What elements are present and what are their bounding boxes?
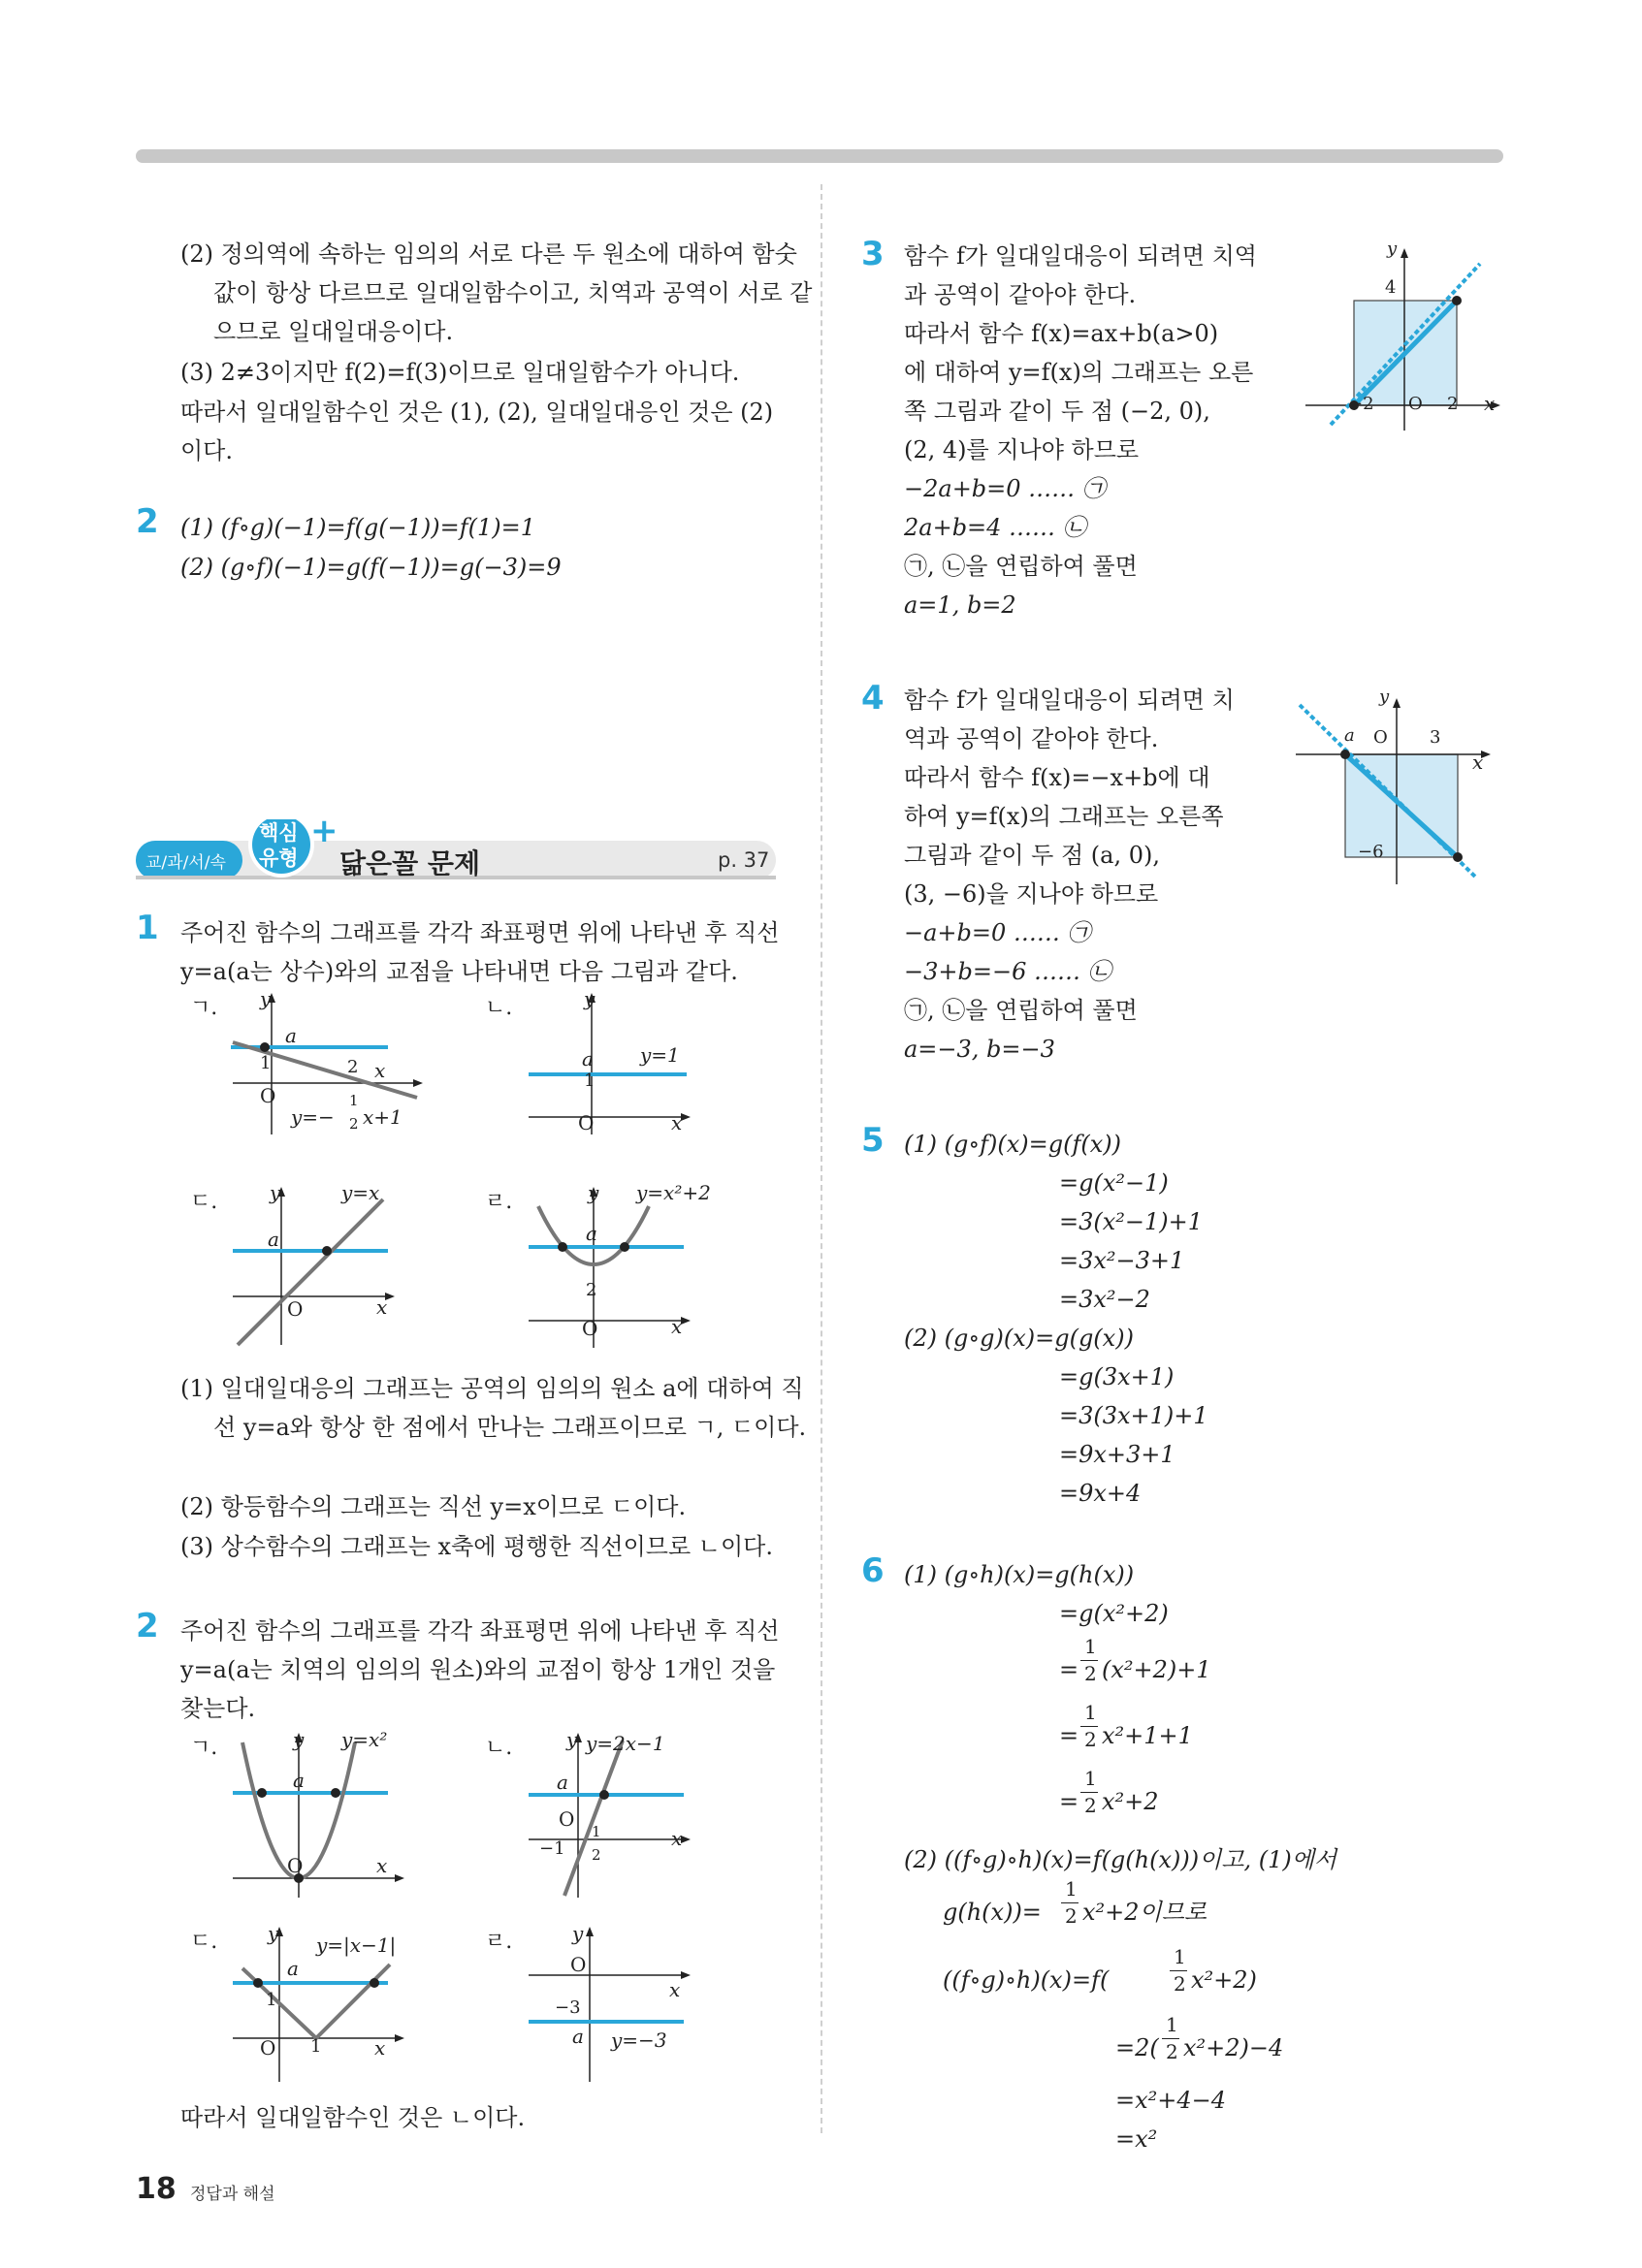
q3-line: −2a+b=0 …… ㉠ xyxy=(904,475,1106,502)
section-title: 닮은꼴 문제 xyxy=(339,847,480,879)
q2-g2-origin: O xyxy=(559,1807,575,1831)
q2-graph-2 xyxy=(524,1731,698,1901)
q6-line-11: =x² xyxy=(1115,2125,1158,2153)
q6-f8-post: x²+2) xyxy=(1191,1966,1257,1994)
q1-g3-origin: O xyxy=(287,1297,304,1321)
q2-number: 2 xyxy=(136,1607,159,1645)
q1-g1-eq-pre: y=− xyxy=(291,1105,335,1129)
q2-g1-origin: O xyxy=(287,1854,304,1877)
q6-f3-num: 1 xyxy=(1084,1635,1097,1658)
q1-graph-3 xyxy=(223,1185,427,1350)
q4-graph-x: x xyxy=(1472,751,1484,774)
q3-line: 2a+b=4 …… ㉡ xyxy=(904,514,1086,541)
q1-g2-one: 1 xyxy=(584,1070,596,1091)
q2-g3-one: 1 xyxy=(266,1990,277,2010)
q2-g2-x: x xyxy=(671,1827,683,1850)
q2-g3-y: y xyxy=(268,1922,279,1945)
q2-g2-half-den: 2 xyxy=(592,1846,601,1864)
q1-g1-eq-den: 2 xyxy=(349,1115,359,1133)
q1-g1-eq-num: 1 xyxy=(349,1092,359,1109)
q5-line: =3(3x+1)+1 xyxy=(1059,1402,1208,1429)
q2-g4-origin: O xyxy=(570,1953,587,1976)
q5-line: =3x²−2 xyxy=(1059,1286,1150,1313)
q5-line: =9x+3+1 xyxy=(1059,1441,1175,1468)
q1-label-2: ㄴ. xyxy=(485,996,513,1020)
q3-graph-minus2: −2 xyxy=(1348,394,1374,414)
q6-line-10: =x²+4−4 xyxy=(1115,2087,1227,2114)
q3-graph-four: 4 xyxy=(1385,277,1397,298)
q1-g3-eq: y=x xyxy=(341,1181,380,1204)
section-plus: + xyxy=(310,812,338,850)
q6-f9-den: 2 xyxy=(1166,2040,1178,2063)
q3-line: 따라서 함수 f(x)=ax+b(a>0) xyxy=(904,320,1219,347)
q1-label-4: ㄹ. xyxy=(485,1190,513,1214)
q6-line-6: (2) ((f∘g)∘h)(x)=f(g(h(x)))이고, (1)에서 xyxy=(904,1846,1337,1873)
q1-g1-a: a xyxy=(285,1024,297,1047)
q4-text xyxy=(904,681,1235,1069)
fraction-bar xyxy=(1080,1792,1098,1793)
q1-g2-a: a xyxy=(582,1047,594,1070)
q6-f4-post: x²+1+1 xyxy=(1102,1722,1193,1749)
q3-text xyxy=(904,237,1257,624)
q3-line: ㉠, ㉡을 연립하여 풀면 xyxy=(904,553,1138,580)
q1-g1-eq-post: x+1 xyxy=(363,1105,402,1129)
q1-g1-two: 2 xyxy=(347,1057,359,1077)
section-badge-bottom: 유형 xyxy=(259,847,299,870)
q4-line: −3+b=−6 …… ㉡ xyxy=(904,958,1111,985)
q2-g4-x: x xyxy=(669,1978,681,2001)
q6-f4-num: 1 xyxy=(1084,1701,1097,1724)
problem-2-line-1: (1) (f∘g)(−1)=f(g(−1))=f(1)=1 xyxy=(180,514,536,541)
q1-g3-a: a xyxy=(268,1228,279,1251)
q3-line: 함수 f가 일대일대응이 되려면 치역 xyxy=(904,242,1257,270)
q6-f3-den: 2 xyxy=(1084,1662,1097,1685)
q4-line: −a+b=0 …… ㉠ xyxy=(904,919,1091,946)
q3-line: 에 대하여 y=f(x)의 그래프는 오른 xyxy=(904,359,1254,386)
q6-f9-num: 1 xyxy=(1166,2013,1178,2036)
q5-line: (2) (g∘g)(x)=g(g(x)) xyxy=(904,1325,1134,1352)
q6-f7-num: 1 xyxy=(1065,1877,1078,1901)
page-number: 18 xyxy=(136,2172,177,2206)
q1-g4-a: a xyxy=(586,1222,597,1245)
q1-g4-two: 2 xyxy=(586,1280,597,1300)
q3-line: a=1, b=2 xyxy=(904,591,1016,619)
q1-g2-origin: O xyxy=(578,1111,595,1134)
q4-line: 역과 공역이 같아야 한다. xyxy=(904,725,1159,752)
cont-item-2: (2) 정의역에 속하는 임의의 서로 다른 두 원소에 대하여 함숫값이 항상 다르므로 일대일함수이고, 치역과 공역이 서로 같으므로 일대일대응이다. xyxy=(180,240,813,345)
q2-g1-eq: y=x² xyxy=(341,1728,388,1751)
q5-line: (1) (g∘f)(x)=g(f(x)) xyxy=(904,1131,1121,1158)
cont-item-3: (3) 2≠3이지만 f(2)=f(3)이므로 일대일함수가 아니다. xyxy=(180,359,740,386)
q1-label-3: ㄷ. xyxy=(190,1190,218,1214)
fraction-bar xyxy=(1170,1970,1187,1971)
q6-f9-post: x²+2)−4 xyxy=(1183,2034,1284,2061)
q2-g1-y: y xyxy=(293,1728,305,1751)
q6-line-1: (1) (g∘h)(x)=g(h(x)) xyxy=(904,1561,1135,1588)
q1-answer-3: (3) 상수함수의 그래프는 x축에 평행한 직선이므로 ㄴ이다. xyxy=(180,1533,773,1560)
q1-answer-1: (1) 일대일대응의 그래프는 공역의 임의의 원소 a에 대하여 직선 y=a와 항상 한 점에서 만나는 그래프이므로 ㄱ, ㄷ이다. xyxy=(180,1375,807,1441)
q3-graph-x: x xyxy=(1484,392,1496,415)
q6-f5-pre: = xyxy=(1059,1788,1079,1815)
q1-text: 주어진 함수의 그래프를 각각 좌표평면 위에 나타낸 후 직선 y=a(a는 상수)와의 교점을 나타내면 다음 그림과 같다. xyxy=(180,919,780,985)
q4-graph-origin: O xyxy=(1373,727,1388,748)
q1-g1-y: y xyxy=(260,987,272,1010)
section-page-ref: p. 37 xyxy=(718,848,770,872)
q1-g3-y: y xyxy=(270,1181,281,1204)
q3-graph-origin: O xyxy=(1408,394,1423,414)
q4-graph-a: a xyxy=(1344,725,1355,746)
q2-g1-x: x xyxy=(376,1854,388,1877)
q4-line: 하여 y=f(x)의 그래프는 오른쪽 xyxy=(904,803,1224,830)
q2-g2-minus1: −1 xyxy=(539,1838,565,1859)
q2-g3-x: x xyxy=(374,2036,386,2060)
q2-label-3: ㄷ. xyxy=(190,1930,218,1954)
q5-line: =g(x²−1) xyxy=(1059,1169,1169,1197)
q4-graph-minus6: −6 xyxy=(1358,842,1384,862)
q1-g2-x: x xyxy=(671,1111,683,1134)
q6-f8-pre: ((f∘g)∘h)(x)=f( xyxy=(943,1966,1110,1994)
q5-line: =3x²−3+1 xyxy=(1059,1247,1185,1274)
q6-number: 6 xyxy=(861,1551,885,1590)
q6-f3-post: (x²+2)+1 xyxy=(1102,1656,1211,1683)
fraction-bar xyxy=(1061,1902,1079,1903)
q1-g4-origin: O xyxy=(582,1317,598,1340)
fraction-bar xyxy=(1162,2038,1179,2039)
q1-g2-y: y xyxy=(584,987,596,1010)
top-divider-bar xyxy=(136,149,1503,163)
q2-label-4: ㄹ. xyxy=(485,1930,513,1954)
q3-line: (2, 4)를 지나야 하므로 xyxy=(904,436,1140,463)
q6-f5-num: 1 xyxy=(1084,1767,1097,1790)
cont-conclusion: 따라서 일대일함수인 것은 (1), (2), 일대일대응인 것은 (2)이다. xyxy=(180,399,774,464)
q5-number: 5 xyxy=(861,1121,885,1160)
q4-graph xyxy=(1290,690,1503,894)
q1-answer-2: (2) 항등함수의 그래프는 직선 y=x이므로 ㄷ이다. xyxy=(180,1493,687,1520)
q2-graph-4 xyxy=(524,1925,698,2085)
problem-2-line-2: (2) (g∘f)(−1)=g(f(−1))=g(−3)=9 xyxy=(180,554,562,581)
q6-f5-post: x²+2 xyxy=(1102,1788,1159,1815)
q4-line: ㉠, ㉡을 연립하여 풀면 xyxy=(904,997,1138,1024)
q2-g4-minus3: −3 xyxy=(555,1997,581,2018)
q2-graph-1 xyxy=(223,1731,417,1901)
q2-g4-y: y xyxy=(572,1922,584,1945)
q3-line: 쪽 그림과 같이 두 점 (−2, 0), xyxy=(904,398,1210,425)
q6-f4-pre: = xyxy=(1059,1722,1079,1749)
q1-g1-x: x xyxy=(374,1059,386,1082)
q1-g3-x: x xyxy=(376,1295,388,1319)
q2-g4-a: a xyxy=(572,2025,584,2048)
q6-f8-den: 2 xyxy=(1174,1972,1186,1996)
q6-f7-post: x²+2이므로 xyxy=(1082,1899,1207,1926)
section-tag: 교/과/서/속 xyxy=(145,853,226,873)
q3-graph-y: y xyxy=(1387,239,1398,259)
q1-g4-eq: y=x²+2 xyxy=(636,1181,711,1204)
problem-2-number: 2 xyxy=(136,502,159,541)
q5-line: =3(x²−1)+1 xyxy=(1059,1208,1204,1235)
q4-graph-y: y xyxy=(1379,687,1390,707)
q2-g1-a: a xyxy=(293,1769,305,1792)
q2-g3-origin: O xyxy=(260,2036,276,2060)
q6-line-2: =g(x²+2) xyxy=(1059,1600,1169,1627)
q2-g2-eq: y=2x−1 xyxy=(586,1732,665,1755)
q4-line: a=−3, b=−3 xyxy=(904,1036,1055,1063)
q3-line: 과 공역이 같아야 한다. xyxy=(904,281,1137,308)
q5-line: =g(3x+1) xyxy=(1059,1363,1175,1390)
q6-f7-pre: g(h(x))= xyxy=(943,1899,1042,1926)
q2-label-2: ㄴ. xyxy=(485,1736,513,1760)
q2-text: 주어진 함수의 그래프를 각각 좌표평면 위에 나타낸 후 직선 y=a(a는 치역의 임의의 원소)와의 교점이 항상 1개인 것을 찾는다. xyxy=(180,1617,780,1722)
q2-label-1: ㄱ. xyxy=(190,1736,218,1760)
q3-graph-two: 2 xyxy=(1447,394,1459,414)
q3-number: 3 xyxy=(861,235,885,273)
q1-label-1: ㄱ. xyxy=(190,996,218,1020)
page-label: 정답과 해설 xyxy=(190,2185,275,2204)
q6-f3-pre: = xyxy=(1059,1656,1079,1683)
q5-line: =9x+4 xyxy=(1059,1480,1142,1507)
q2-g2-a: a xyxy=(557,1771,568,1794)
q2-g3-one-x: 1 xyxy=(310,2036,322,2057)
section-badge-top: 핵심 xyxy=(259,821,299,845)
q2-g2-half-num: 1 xyxy=(592,1823,601,1840)
q2-conclusion: 따라서 일대일함수인 것은 ㄴ이다. xyxy=(180,2104,526,2131)
column-separator xyxy=(821,184,822,2133)
q2-g3-a: a xyxy=(287,1957,299,1980)
q6-f9-pre: =2( xyxy=(1115,2034,1159,2061)
q1-g4-y: y xyxy=(588,1181,599,1204)
q1-g1-origin: O xyxy=(260,1084,276,1107)
q6-f8-num: 1 xyxy=(1174,1945,1186,1968)
q4-line: (3, −6)을 지나야 하므로 xyxy=(904,880,1159,908)
q6-f5-den: 2 xyxy=(1084,1794,1097,1817)
section-header xyxy=(136,812,776,881)
q1-number: 1 xyxy=(136,909,159,947)
q4-line: 그림과 같이 두 점 (a, 0), xyxy=(904,842,1160,869)
q1-g4-x: x xyxy=(671,1315,683,1338)
q6-f7-den: 2 xyxy=(1065,1904,1078,1928)
q1-g2-eq: y=1 xyxy=(640,1043,680,1067)
fraction-bar xyxy=(1080,1726,1098,1727)
q1-g1-one: 1 xyxy=(260,1053,272,1073)
fraction-bar xyxy=(1080,1660,1098,1661)
q2-g4-eq: y=−3 xyxy=(611,2028,667,2052)
q2-g3-eq: y=|x−1| xyxy=(316,1933,397,1957)
q4-graph-three: 3 xyxy=(1430,727,1441,748)
q3-graph xyxy=(1300,240,1513,434)
q4-line: 함수 f가 일대일대응이 되려면 치 xyxy=(904,687,1235,714)
q4-number: 4 xyxy=(861,679,885,718)
q6-f4-den: 2 xyxy=(1084,1728,1097,1751)
q4-line: 따라서 함수 f(x)=−x+b에 대 xyxy=(904,764,1210,791)
q2-g2-y: y xyxy=(566,1728,578,1751)
